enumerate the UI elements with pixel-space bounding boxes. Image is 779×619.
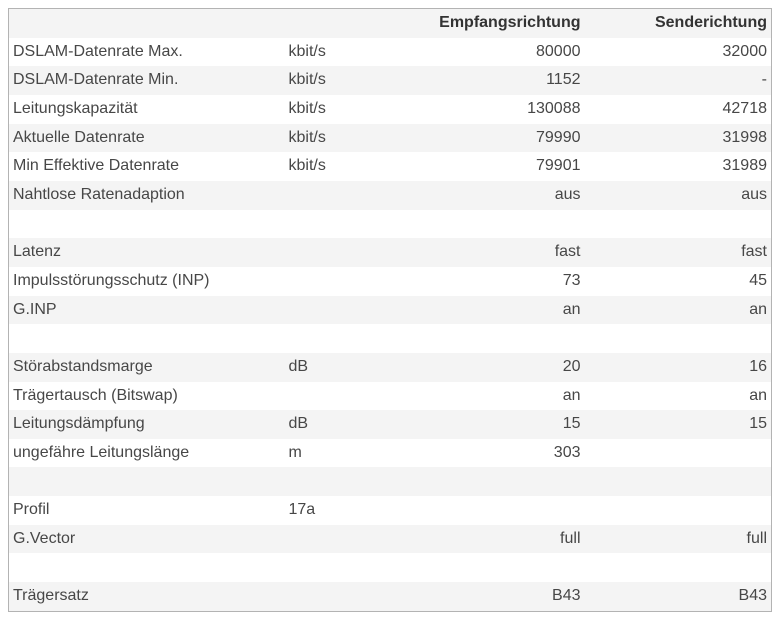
row-value-downstream: 130088 xyxy=(527,99,581,117)
row-value-downstream: 15 xyxy=(562,415,581,433)
dsl-parameters-table xyxy=(8,8,772,612)
row-label: Aktuelle Datenrate xyxy=(13,128,145,146)
row-unit xyxy=(289,467,429,496)
table-row xyxy=(9,410,772,439)
row-label: Störabstandsmarge xyxy=(13,357,153,375)
table-row xyxy=(9,66,772,95)
table-row xyxy=(9,152,772,181)
row-value-upstream: fast xyxy=(741,243,767,261)
table-row xyxy=(9,238,772,267)
row-label: Impulsstörungsschutz (INP) xyxy=(13,271,210,289)
table-row xyxy=(9,582,772,611)
row-label: G.INP xyxy=(13,300,57,318)
row-value-downstream: 79990 xyxy=(536,128,581,146)
table-row xyxy=(9,382,772,411)
row-unit xyxy=(289,582,429,611)
row-unit xyxy=(289,238,429,267)
row-value-downstream xyxy=(429,496,583,525)
row-value-upstream: full xyxy=(746,529,767,547)
table-row xyxy=(9,210,772,239)
row-value-upstream xyxy=(583,210,772,239)
row-value-upstream: 32000 xyxy=(722,42,767,60)
row-label: DSLAM-Datenrate Min. xyxy=(13,71,179,89)
row-value-upstream xyxy=(583,439,772,468)
header-downstream: Empfangsrichtung xyxy=(439,14,581,31)
row-unit: kbit/s xyxy=(288,99,326,117)
row-unit xyxy=(289,553,429,582)
header-upstream: Senderichtung xyxy=(654,14,767,31)
row-value-downstream: 80000 xyxy=(536,42,581,60)
row-label: Trägersatz xyxy=(13,587,89,605)
table-row xyxy=(9,296,772,325)
row-value-downstream xyxy=(429,467,583,496)
row-unit: kbit/s xyxy=(288,71,326,89)
row-value-downstream: 20 xyxy=(562,357,581,375)
row-value-upstream xyxy=(583,553,772,582)
row-label xyxy=(9,210,289,239)
row-value-downstream: 303 xyxy=(553,443,581,461)
row-value-downstream xyxy=(429,553,583,582)
table-row xyxy=(9,95,772,124)
row-value-downstream: B43 xyxy=(552,587,581,605)
row-unit: dB xyxy=(288,357,309,375)
table-body xyxy=(9,38,772,612)
row-value-downstream: 73 xyxy=(562,271,581,289)
row-unit xyxy=(289,181,429,210)
row-value-upstream: 31998 xyxy=(722,128,767,146)
table-row xyxy=(9,525,772,554)
row-value-downstream: 1152 xyxy=(546,71,581,89)
row-unit: kbit/s xyxy=(288,42,326,60)
row-label: ungefähre Leitungslänge xyxy=(13,443,190,461)
row-label: Profil xyxy=(13,501,50,519)
row-value-upstream: 42718 xyxy=(722,99,767,117)
table-row xyxy=(9,181,772,210)
row-value-downstream: fast xyxy=(554,243,581,261)
table-row xyxy=(9,38,772,67)
row-unit: m xyxy=(288,443,302,461)
row-value-downstream xyxy=(429,324,583,353)
row-value-upstream: aus xyxy=(741,185,767,203)
row-value-downstream: 79901 xyxy=(536,157,581,175)
table-row xyxy=(9,496,772,525)
table-head xyxy=(9,9,772,38)
table-row xyxy=(9,267,772,296)
row-value-upstream: B43 xyxy=(738,587,767,605)
table-row xyxy=(9,553,772,582)
row-unit: 17a xyxy=(288,501,316,519)
row-unit xyxy=(289,525,429,554)
row-label: Leitungskapazität xyxy=(13,99,138,117)
table-row xyxy=(9,353,772,382)
row-unit xyxy=(289,210,429,239)
row-label xyxy=(9,324,289,353)
row-value-upstream: - xyxy=(761,71,767,89)
table-row xyxy=(9,324,772,353)
row-unit xyxy=(289,382,429,411)
row-label: DSLAM-Datenrate Max. xyxy=(13,42,183,60)
row-value-downstream: an xyxy=(562,300,581,318)
table-header-row xyxy=(9,9,772,38)
row-label: Min Effektive Datenrate xyxy=(13,157,180,175)
row-value-upstream: 45 xyxy=(749,271,767,289)
row-label: Trägertausch (Bitswap) xyxy=(13,386,178,404)
table-row xyxy=(9,124,772,153)
row-unit: kbit/s xyxy=(288,128,326,146)
row-value-upstream xyxy=(583,324,772,353)
row-value-downstream xyxy=(429,210,583,239)
table-row xyxy=(9,439,772,468)
row-value-upstream: 15 xyxy=(749,415,767,433)
row-value-downstream: an xyxy=(562,386,581,404)
table-row xyxy=(9,467,772,496)
row-label xyxy=(9,553,289,582)
row-unit xyxy=(289,324,429,353)
row-value-upstream xyxy=(583,467,772,496)
row-label: Nahtlose Ratenadaption xyxy=(13,185,185,203)
row-label: Latenz xyxy=(13,243,62,261)
row-value-upstream: 16 xyxy=(749,357,767,375)
row-value-upstream xyxy=(583,496,772,525)
row-value-upstream: an xyxy=(749,300,767,318)
row-unit: kbit/s xyxy=(288,157,326,175)
row-unit xyxy=(289,296,429,325)
row-unit xyxy=(289,267,429,296)
header-unit xyxy=(289,9,429,38)
header-parameter xyxy=(9,9,289,38)
row-label: G.Vector xyxy=(13,529,76,547)
row-value-downstream: aus xyxy=(554,185,581,203)
row-label: Leitungsdämpfung xyxy=(13,415,145,433)
row-label xyxy=(9,467,289,496)
row-unit: dB xyxy=(288,415,309,433)
row-value-downstream: full xyxy=(560,529,581,547)
row-value-upstream: 31989 xyxy=(722,157,767,175)
row-value-upstream: an xyxy=(749,386,767,404)
